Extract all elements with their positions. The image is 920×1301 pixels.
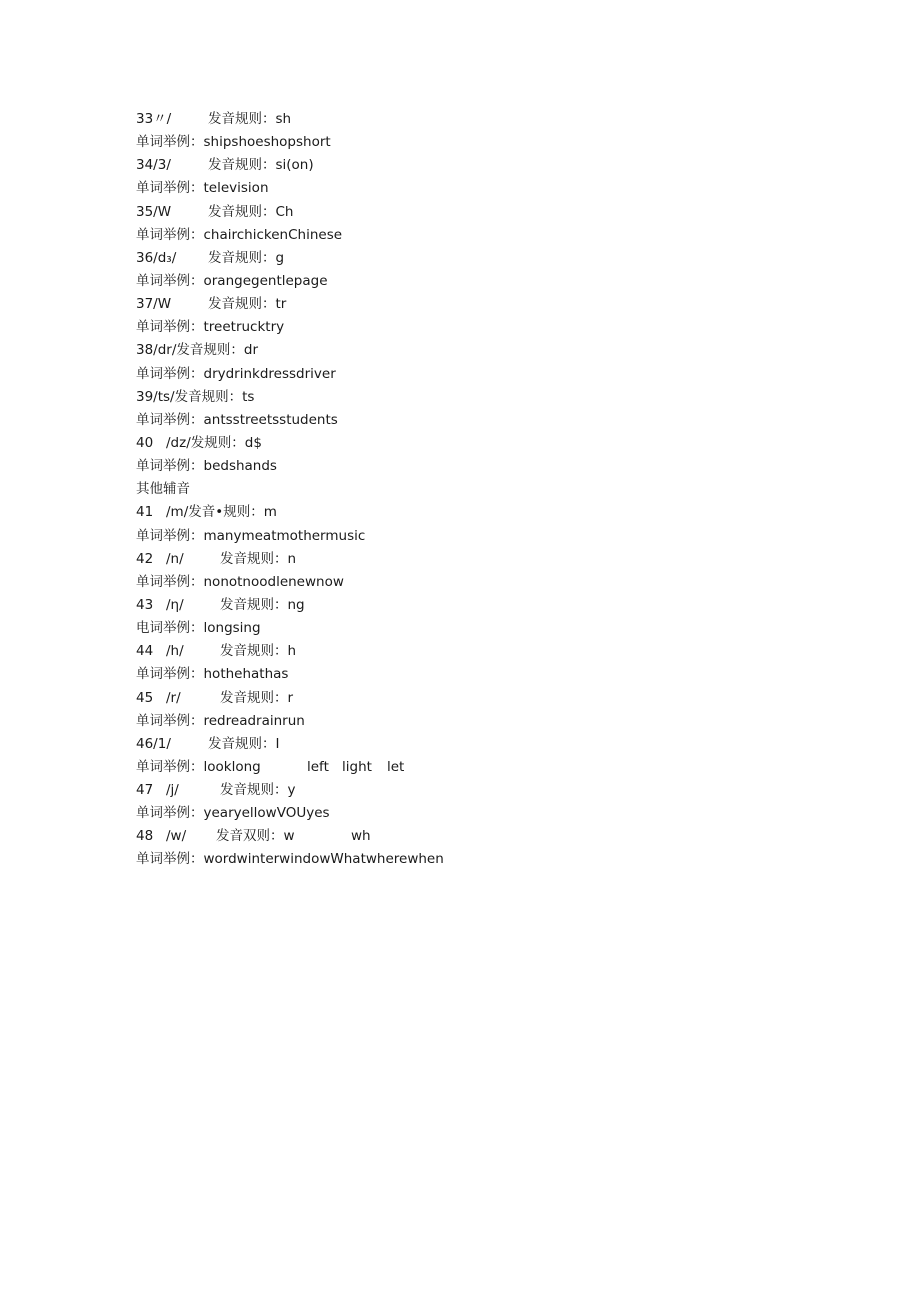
text-line bbox=[136, 432, 836, 455]
text-line bbox=[136, 409, 836, 432]
line-segment: 单词举例：antsstreetsstudents bbox=[136, 411, 338, 428]
text-line bbox=[136, 779, 836, 802]
line-segment: 单词举例：orangegentlepage bbox=[136, 272, 328, 289]
line-segment: 发音规则：tr bbox=[208, 296, 287, 313]
line-segment: 发音规则：I bbox=[208, 735, 280, 752]
line-segment: 44 bbox=[136, 643, 154, 660]
text-line bbox=[136, 617, 836, 640]
line-segment: 其他辅音 bbox=[136, 481, 190, 498]
line-segment: 发音规则：y bbox=[220, 782, 296, 799]
line-segment: 47 bbox=[136, 782, 154, 799]
text-line bbox=[136, 154, 836, 177]
text-line bbox=[136, 640, 836, 663]
line-segment: 发音规则：n bbox=[220, 550, 297, 567]
line-segment: 38∕dr∕发音规则：dr bbox=[136, 342, 259, 359]
line-segment: 发音规则：g bbox=[208, 249, 285, 266]
text-line bbox=[136, 201, 836, 224]
line-segment: ∕η∕ bbox=[166, 596, 184, 613]
text-line bbox=[136, 594, 836, 617]
text-line bbox=[136, 525, 836, 548]
line-segment: 单词举例：drydrinkdressdriver bbox=[136, 365, 336, 382]
document-body bbox=[136, 108, 836, 872]
line-segment: 34/3/ bbox=[136, 157, 171, 174]
text-line bbox=[136, 386, 836, 409]
line-segment: 单词举例：wordwinterwindowWhatwherewhen bbox=[136, 851, 444, 868]
line-segment: 发音规则：ng bbox=[220, 596, 305, 613]
line-segment: ∕w∕ bbox=[166, 828, 187, 845]
line-segment: 40 bbox=[136, 434, 154, 451]
line-segment: 42 bbox=[136, 550, 154, 567]
line-segment: 单词举例：yearyellowVOUyes bbox=[136, 805, 330, 822]
text-line bbox=[136, 710, 836, 733]
line-segment: 发音规则：r bbox=[220, 689, 294, 706]
line-segment: light bbox=[342, 758, 372, 775]
text-line bbox=[136, 802, 836, 825]
line-segment: 单词举例：looklong bbox=[136, 758, 261, 775]
line-segment: 电词举例：longsing bbox=[136, 620, 261, 637]
line-segment: 发音双则：w bbox=[216, 828, 295, 845]
line-segment: let bbox=[387, 758, 405, 775]
text-line bbox=[136, 687, 836, 710]
line-segment: 33〃/ bbox=[136, 110, 172, 127]
line-segment: 单词举例：shipshoeshopshort bbox=[136, 134, 331, 151]
line-segment: ∕dz∕发规则：d$ bbox=[166, 434, 262, 451]
text-line bbox=[136, 825, 836, 848]
line-segment: 48 bbox=[136, 828, 154, 845]
line-segment: 41 bbox=[136, 504, 154, 521]
line-segment: 36∕d₃∕ bbox=[136, 249, 177, 266]
line-segment: 单词举例：treetrucktry bbox=[136, 319, 285, 336]
text-line bbox=[136, 571, 836, 594]
line-segment: ∕j∕ bbox=[166, 782, 179, 799]
text-line bbox=[136, 247, 836, 270]
line-segment: 37/W bbox=[136, 296, 172, 313]
line-segment: ∕h∕ bbox=[166, 643, 184, 660]
text-line bbox=[136, 108, 836, 131]
line-segment: 发音规则：sh bbox=[208, 110, 292, 127]
line-segment: 单词举例：nonotnoodlenewnow bbox=[136, 573, 344, 590]
line-segment: 35/W bbox=[136, 203, 172, 220]
text-line bbox=[136, 131, 836, 154]
line-segment: 发音规则：h bbox=[220, 643, 297, 660]
text-line bbox=[136, 293, 836, 316]
line-segment: ∕n∕ bbox=[166, 550, 184, 567]
line-segment: 43 bbox=[136, 596, 154, 613]
text-line bbox=[136, 339, 836, 362]
text-line bbox=[136, 455, 836, 478]
line-segment: 单词举例：hothehathas bbox=[136, 666, 289, 683]
text-line bbox=[136, 177, 836, 200]
line-segment: left bbox=[307, 758, 329, 775]
text-line bbox=[136, 849, 836, 872]
line-segment: 单词举例：chairchickenChinese bbox=[136, 226, 343, 243]
text-line bbox=[136, 478, 836, 501]
line-segment: wh bbox=[351, 828, 371, 845]
line-segment: 39∕ts∕发音规则：ts bbox=[136, 388, 255, 405]
line-segment: 45 bbox=[136, 689, 154, 706]
text-line bbox=[136, 316, 836, 339]
text-line bbox=[136, 224, 836, 247]
line-segment: 发音规则：si(on) bbox=[208, 157, 314, 174]
line-segment: 单词举例：bedshands bbox=[136, 458, 277, 475]
text-line bbox=[136, 663, 836, 686]
text-line bbox=[136, 756, 836, 779]
text-line bbox=[136, 548, 836, 571]
line-segment: 发音规则：Ch bbox=[208, 203, 294, 220]
line-segment: 单词举例：redreadrainrun bbox=[136, 712, 305, 729]
line-segment: ∕m∕发音•规则：m bbox=[166, 504, 277, 521]
line-segment: 单词举例：manymeatmothermusic bbox=[136, 527, 366, 544]
line-segment: 46/1/ bbox=[136, 735, 171, 752]
line-segment: ∕r∕ bbox=[166, 689, 181, 706]
text-line bbox=[136, 363, 836, 386]
line-segment: 单词举例：television bbox=[136, 180, 269, 197]
text-line bbox=[136, 501, 836, 524]
text-line bbox=[136, 270, 836, 293]
text-line bbox=[136, 733, 836, 756]
